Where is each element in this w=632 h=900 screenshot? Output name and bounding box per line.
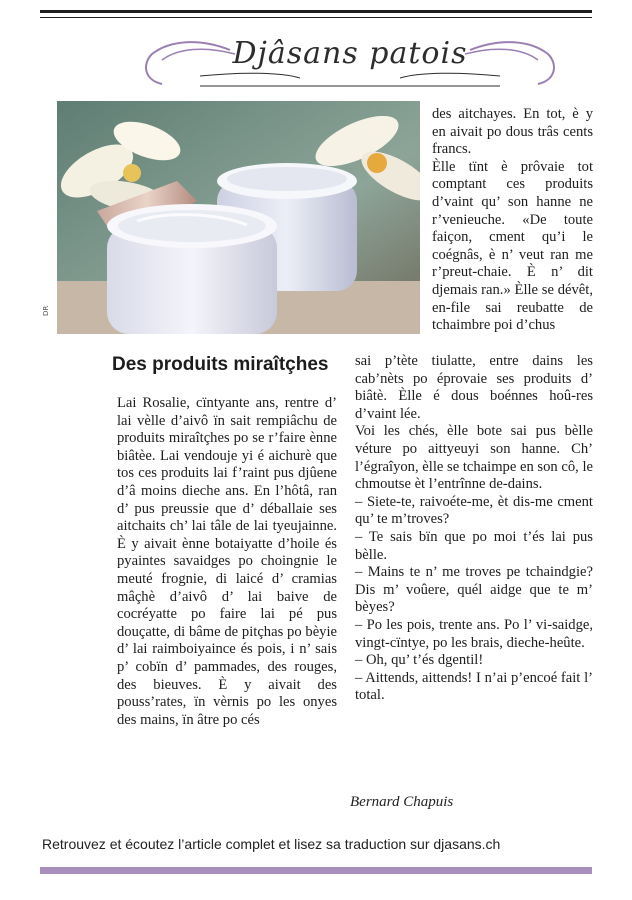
top-rule-thin [40,17,592,18]
article-column-right-bottom [355,353,593,705]
paragraph: des aitchayes. En tot, è y en aivait po dous trâs cents francs. [432,106,593,158]
article-photo [57,101,420,334]
article-title: Des produits miraîtçhes [112,354,329,375]
dialogue-line: – Oh, qu’ t’és dgentil! [355,652,484,669]
footer-bar [40,867,592,874]
article-column-left [117,395,337,729]
article-column-right-top [432,106,593,335]
dialogue-line: – Po les pois, trente ans. Po l’ vi-saidge, vingt-cïntye, po les brais, dieche-heûte. [355,616,593,651]
paragraph: Èlle tïnt è prôvaie tot comptant ces produits d’vaint qu’ son hanne ne r’venieuche. «De toute faiçon, cment qu’i le coégnâs, è n’ veut ran me r’preut-chaie. È n’ dit djemais ran.» Èlle se dévêt, en-file sai reubatte de tchaimbre poi d’chus [432,158,593,334]
dialogue-line: – Siete-te, raivoéte-me, èt dis-me cment qu’ te m’troves? [355,493,593,528]
author-signature: Bernard Chapuis [350,794,454,810]
top-rule-thick [40,10,592,13]
paragraph: Lai Rosalie, cïntyante ans, rentre d’ lai vèlle d’aivô ïn sait rempiâchu de produits miraîtçhes po se r’faire ènne biâtèe. Lai vendouje yi é aichurè que tos ces produits lai f’raint pus djûene d’â moins dieche ans. En l’hôtâ, ran d’ pus preussie que d’ déballaie ses aitchaits ch’ lai tâle de lai tyeujainne. È y aivait ènne botaiyatte d’hoile és pyaintes savaidges po choingnie le meuté frognie, di laicé d’ cramias mâçhè d’aivô d’ lai baive de cocréyatte po faire lai pé pus douçatte, di bâme de pitçhas po bèyie d’ lai raimboiyaince és pois, i n’ sais p’ cobïn d’ pammades, des rouges, des bieuves. È y aivait des pouss’rates, ïn vèrnis po les onyes des mains, ïn âtre po cés [117,395,337,728]
photo-credit: DR [42,305,50,316]
footer-link-text[interactable]: Retrouvez et écoutez l’article complet et lisez sa traduction sur djasans.ch [42,836,501,852]
dialogue-line: – Te sais bïn que po moi t’és lai pus bèlle. [355,528,593,563]
section-header [140,28,560,88]
dialogue-line: – Aittends, aittends! I n’ai p’encoé fait l’ total. [355,669,593,704]
dialogue-line: – Mains te n’ me troves pe tchaindgie? Dis m’ voûere, quél aidge que te m’ bèyes? [355,564,593,616]
paragraph: Voi les chés, èlle bote sai pus bèlle véture po aittyeuyi son hanne. Ch’ l’égraîyon, èlle se tchaimpe en son cô, le chmoutse èt l’entrînne de-dains. [355,423,593,493]
section-title: Djâsans patois [232,36,468,71]
paragraph: sai p’tète tiulatte, entre dains les cab’nèts po éprovaie ses produits d’ biâtè. Èlle é dous boénnes hoû-res d’vaint lée. [355,353,593,422]
